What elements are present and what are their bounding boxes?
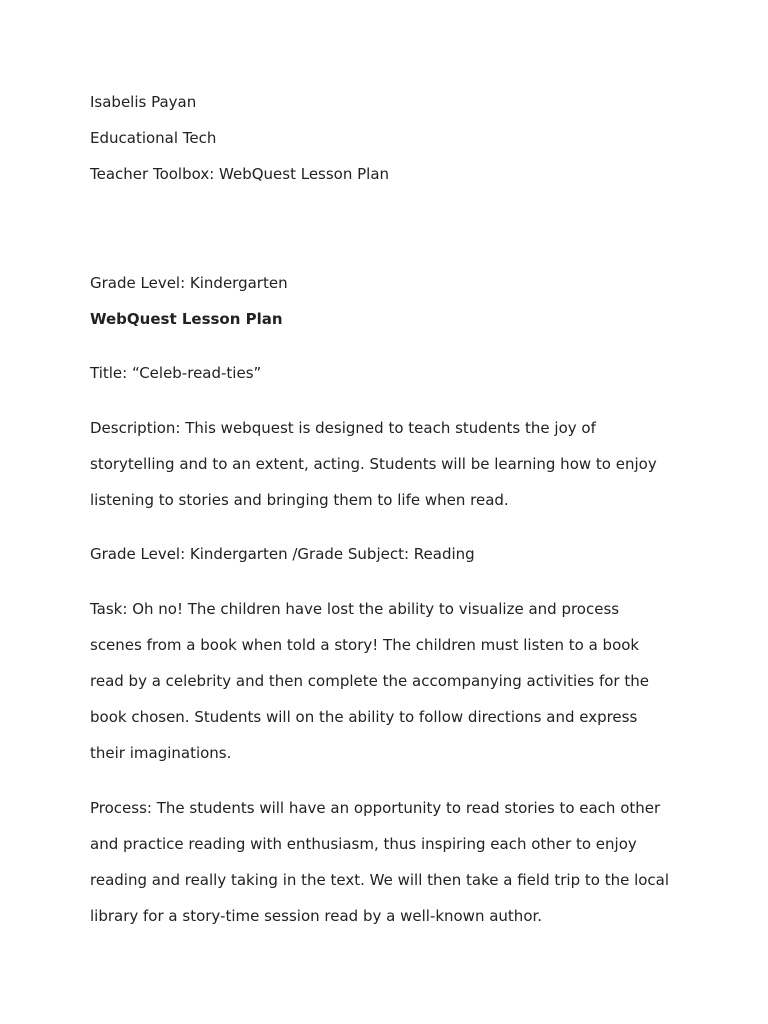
author-name: Isabelis Payan bbox=[90, 93, 197, 111]
task-line-1: Task: Oh no! The children have lost the ability to visualize and process bbox=[90, 600, 620, 618]
grade-level: Grade Level: Kindergarten bbox=[90, 274, 288, 292]
task-line-5: their imaginations. bbox=[90, 744, 232, 762]
section-heading: WebQuest Lesson Plan bbox=[90, 310, 283, 328]
process-line-3: reading and really taking in the text. We will then take a field trip to the local bbox=[90, 871, 670, 889]
process-line-4: library for a story-time session read by a well-known author. bbox=[90, 907, 543, 925]
task-line-2: scenes from a book when told a story! The children must listen to a book bbox=[90, 636, 640, 654]
description-line-2: storytelling and to an extent, acting. Students will be learning how to enjoy bbox=[90, 455, 657, 473]
assignment-title: Teacher Toolbox: WebQuest Lesson Plan bbox=[90, 165, 390, 183]
course-name: Educational Tech bbox=[90, 129, 217, 147]
process-line-1: Process: The students will have an opportunity to read stories to each other bbox=[90, 799, 661, 817]
grade-subject: Grade Level: Kindergarten /Grade Subject: Reading bbox=[90, 545, 475, 563]
description-line-3: listening to stories and bringing them to life when read. bbox=[90, 491, 509, 509]
lesson-title: Title: “Celeb-read-ties” bbox=[90, 364, 262, 382]
process-line-2: and practice reading with enthusiasm, thus inspiring each other to enjoy bbox=[90, 835, 637, 853]
task-line-3: read by a celebrity and then complete the accompanying activities for the bbox=[90, 672, 649, 690]
task-line-4: book chosen. Students will on the ability to follow directions and express bbox=[90, 708, 638, 726]
description-line-1: Description: This webquest is designed to teach students the joy of bbox=[90, 419, 596, 437]
